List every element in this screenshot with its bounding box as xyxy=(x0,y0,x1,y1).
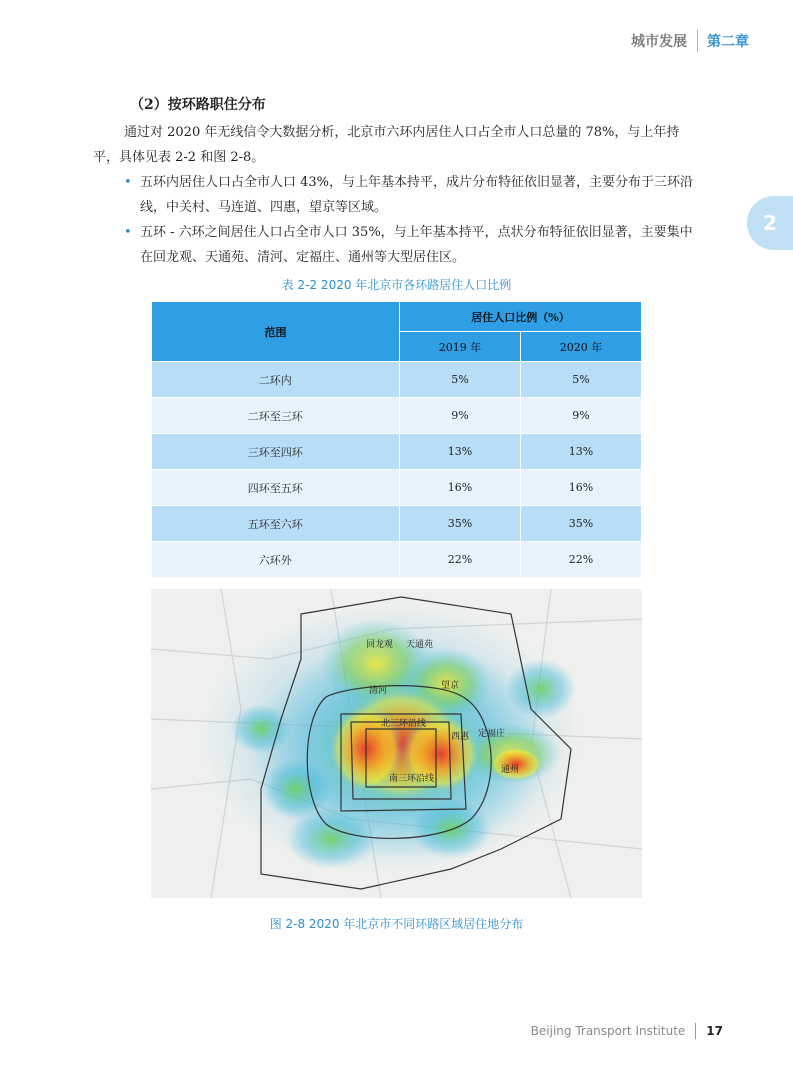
page-number: 17 xyxy=(706,1024,723,1038)
cell-2019: 22% xyxy=(400,542,521,578)
table-caption: 表 2-2 2020 年北京市各环路居住人口比例 xyxy=(281,278,512,292)
cell-range: 三环至四环 xyxy=(152,434,400,470)
footer-institute: Beijing Transport Institute xyxy=(530,1024,686,1038)
map-label: 北三环沿线 xyxy=(381,718,427,728)
cell-2020: 13% xyxy=(520,434,641,470)
cell-2019: 5% xyxy=(400,362,521,398)
header-2019: 2019 年 xyxy=(400,332,521,362)
cell-2020: 35% xyxy=(520,506,641,542)
cell-2019: 35% xyxy=(400,506,521,542)
section-title: （2）按环路职住分布 xyxy=(130,97,266,113)
map-label: 南三环沿线 xyxy=(389,773,435,783)
figure-caption: 图 2-8 2020 年北京市不同环路区域居住地分布 xyxy=(269,917,524,931)
cell-2020: 9% xyxy=(520,398,641,434)
map-label: 定福庄 xyxy=(478,728,506,738)
cell-2020: 5% xyxy=(520,362,641,398)
cell-2019: 16% xyxy=(400,470,521,506)
table-row xyxy=(152,506,642,542)
chapter-tab: 2 xyxy=(747,196,793,250)
residence-heatmap xyxy=(151,589,642,898)
header-chapter: 第二章 xyxy=(707,34,749,50)
map-label: 通州 xyxy=(501,764,520,774)
cell-range: 五环至六环 xyxy=(152,506,400,542)
map-label: 西惠 xyxy=(451,731,470,741)
cell-2019: 9% xyxy=(400,398,521,434)
header-section: 城市发展 xyxy=(631,34,687,50)
map-label: 天通苑 xyxy=(406,639,434,649)
bullet-list xyxy=(120,170,700,270)
cell-range: 二环内 xyxy=(152,362,400,398)
table-row xyxy=(152,362,642,398)
map-label: 清河 xyxy=(369,685,388,695)
table-row xyxy=(152,470,642,506)
bullet-item: • 五环 - 六环之间居住人口占全市人口 35%，与上年基本持平，点状分布特征依旧显著，主要集中在回龙观、天通苑、清河、定福庄、通州等大型居住区。 xyxy=(120,220,700,270)
running-header xyxy=(631,30,749,52)
cell-range: 六环外 xyxy=(152,542,400,578)
cell-2020: 16% xyxy=(520,470,641,506)
table-row xyxy=(152,434,642,470)
map-label: 回龙观 xyxy=(366,639,394,649)
header-2020: 2020 年 xyxy=(520,332,641,362)
cell-2019: 13% xyxy=(400,434,521,470)
intro-paragraph: 通过对 2020 年无线信令大数据分析，北京市六环内居住人口占全市人口总量的 78%，与上年持平，具体见表 2-2 和图 2-8。 xyxy=(93,125,680,165)
page-footer xyxy=(531,1023,723,1039)
cell-2020: 22% xyxy=(520,542,641,578)
cell-range: 四环至五环 xyxy=(152,470,400,506)
header-ratio: 居住人口比例（%） xyxy=(400,302,642,332)
cell-range: 二环至三环 xyxy=(152,398,400,434)
ring-road-population-table xyxy=(151,301,642,578)
header-range: 范围 xyxy=(152,302,400,362)
table-row xyxy=(152,542,642,578)
bullet-item: • 五环内居住人口占全市人口 43%，与上年基本持平，成片分布特征依旧显著，主要分布于三环沿线，中关村、马连道、四惠，望京等区域。 xyxy=(120,170,700,220)
table-row xyxy=(152,398,642,434)
map-label: 望京 xyxy=(441,680,460,690)
